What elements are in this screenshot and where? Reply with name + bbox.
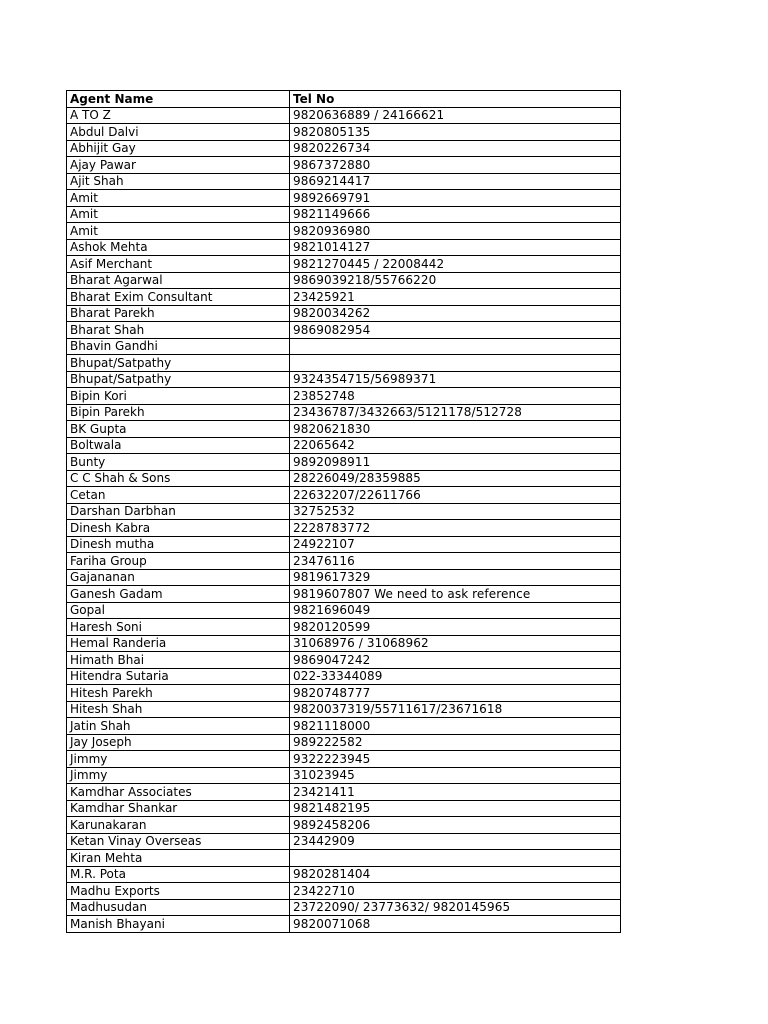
- agent-name-cell: Bipin Kori: [67, 388, 290, 405]
- agent-table: [66, 90, 621, 933]
- table-row: [67, 817, 621, 834]
- table-row: [67, 256, 621, 273]
- tel-no-cell: 9820936980: [290, 223, 621, 240]
- tel-no-cell: 22632207/22611766: [290, 487, 621, 504]
- tel-no-cell: 31023945: [290, 767, 621, 784]
- agent-name-cell: BK Gupta: [67, 421, 290, 438]
- table-row: [67, 388, 621, 405]
- agent-name-cell: Bharat Parekh: [67, 305, 290, 322]
- agent-name-cell: Bhupat/Satpathy: [67, 371, 290, 388]
- tel-no-cell: [290, 850, 621, 867]
- table-row: [67, 635, 621, 652]
- agent-name-cell: Bharat Exim Consultant: [67, 289, 290, 306]
- table-row: [67, 916, 621, 933]
- tel-no-cell: 9322223945: [290, 751, 621, 768]
- table-row: [67, 569, 621, 586]
- agent-name-cell: Kamdhar Shankar: [67, 800, 290, 817]
- tel-no-cell: 31068976 / 31068962: [290, 635, 621, 652]
- agent-name-cell: Darshan Darbhan: [67, 503, 290, 520]
- table-row: [67, 718, 621, 735]
- tel-no-cell: 9869082954: [290, 322, 621, 339]
- agent-name-cell: C C Shah & Sons: [67, 470, 290, 487]
- table-row: [67, 850, 621, 867]
- table-row: [67, 602, 621, 619]
- tel-no-cell: 9892098911: [290, 454, 621, 471]
- table-row: [67, 371, 621, 388]
- agent-name-cell: Cetan: [67, 487, 290, 504]
- tel-no-cell: 9324354715/56989371: [290, 371, 621, 388]
- table-row: [67, 520, 621, 537]
- tel-no-header: Tel No: [290, 91, 621, 108]
- table-row: [67, 883, 621, 900]
- agent-name-cell: Dinesh mutha: [67, 536, 290, 553]
- table-row: [67, 784, 621, 801]
- agent-name-cell: Ganesh Gadam: [67, 586, 290, 603]
- agent-name-cell: Bunty: [67, 454, 290, 471]
- tel-no-cell: 23852748: [290, 388, 621, 405]
- table-row: [67, 734, 621, 751]
- tel-no-cell: 28226049/28359885: [290, 470, 621, 487]
- agent-name-cell: Bipin Parekh: [67, 404, 290, 421]
- table-row: [67, 355, 621, 372]
- tel-no-cell: 989222582: [290, 734, 621, 751]
- tel-no-cell: 9820621830: [290, 421, 621, 438]
- agent-name-cell: Jay Joseph: [67, 734, 290, 751]
- agent-name-cell: Abhijit Gay: [67, 140, 290, 157]
- agent-name-cell: Bharat Shah: [67, 322, 290, 339]
- tel-no-cell: 9820120599: [290, 619, 621, 636]
- agent-name-cell: Ajay Pawar: [67, 157, 290, 174]
- table-row: [67, 685, 621, 702]
- table-row: [67, 404, 621, 421]
- table-row: [67, 305, 621, 322]
- agent-name-cell: Amit: [67, 206, 290, 223]
- tel-no-cell: 9892458206: [290, 817, 621, 834]
- table-body: [67, 107, 621, 932]
- agent-name-cell: Gajananan: [67, 569, 290, 586]
- tel-no-cell: 23425921: [290, 289, 621, 306]
- agent-name-cell: Jimmy: [67, 767, 290, 784]
- tel-no-cell: 9867372880: [290, 157, 621, 174]
- agent-name-cell: Madhu Exports: [67, 883, 290, 900]
- tel-no-cell: 32752532: [290, 503, 621, 520]
- tel-no-cell: 9821482195: [290, 800, 621, 817]
- agent-name-header: Agent Name: [67, 91, 290, 108]
- tel-no-cell: 9821149666: [290, 206, 621, 223]
- table-row: [67, 668, 621, 685]
- table-row: [67, 487, 621, 504]
- table-row: [67, 866, 621, 883]
- header-row: [67, 91, 621, 108]
- table-row: [67, 140, 621, 157]
- tel-no-cell: 9821696049: [290, 602, 621, 619]
- agent-name-cell: Hitesh Shah: [67, 701, 290, 718]
- tel-no-cell: 9820805135: [290, 124, 621, 141]
- agent-name-cell: Haresh Soni: [67, 619, 290, 636]
- agent-name-cell: Dinesh Kabra: [67, 520, 290, 537]
- tel-no-cell: 9892669791: [290, 190, 621, 207]
- tel-no-cell: 2228783772: [290, 520, 621, 537]
- table-row: [67, 206, 621, 223]
- table-row: [67, 503, 621, 520]
- tel-no-cell: 23722090/ 23773632/ 9820145965: [290, 899, 621, 916]
- agent-name-cell: M.R. Pota: [67, 866, 290, 883]
- tel-no-cell: 022-33344089: [290, 668, 621, 685]
- table-row: [67, 272, 621, 289]
- table-row: [67, 800, 621, 817]
- tel-no-cell: 9869047242: [290, 652, 621, 669]
- agent-name-cell: Bharat Agarwal: [67, 272, 290, 289]
- agent-name-cell: Jatin Shah: [67, 718, 290, 735]
- table-row: [67, 751, 621, 768]
- tel-no-cell: 22065642: [290, 437, 621, 454]
- tel-no-cell: [290, 355, 621, 372]
- table-row: [67, 322, 621, 339]
- table-row: [67, 124, 621, 141]
- tel-no-cell: 23421411: [290, 784, 621, 801]
- agent-name-cell: Jimmy: [67, 751, 290, 768]
- agent-name-cell: Gopal: [67, 602, 290, 619]
- tel-no-cell: 9819617329: [290, 569, 621, 586]
- tel-no-cell: 9820034262: [290, 305, 621, 322]
- tel-no-cell: 23436787/3432663/5121178/512728: [290, 404, 621, 421]
- agent-name-cell: A TO Z: [67, 107, 290, 124]
- table-row: [67, 899, 621, 916]
- table-row: [67, 470, 621, 487]
- table-row: [67, 619, 621, 636]
- tel-no-cell: 9821270445 / 22008442: [290, 256, 621, 273]
- agent-name-cell: Karunakaran: [67, 817, 290, 834]
- table-row: [67, 701, 621, 718]
- agent-name-cell: Ajit Shah: [67, 173, 290, 190]
- table-row: [67, 338, 621, 355]
- tel-no-cell: 23476116: [290, 553, 621, 570]
- agent-name-cell: Bhupat/Satpathy: [67, 355, 290, 372]
- agent-name-cell: Amit: [67, 223, 290, 240]
- tel-no-cell: 9869214417: [290, 173, 621, 190]
- tel-no-cell: 9820636889 / 24166621: [290, 107, 621, 124]
- table-row: [67, 289, 621, 306]
- agent-name-cell: Amit: [67, 190, 290, 207]
- table-row: [67, 833, 621, 850]
- table-row: [67, 437, 621, 454]
- agent-name-cell: Madhusudan: [67, 899, 290, 916]
- tel-no-cell: 9820226734: [290, 140, 621, 157]
- table-row: [67, 536, 621, 553]
- table-row: [67, 239, 621, 256]
- tel-no-cell: 9821118000: [290, 718, 621, 735]
- agent-name-cell: Bhavin Gandhi: [67, 338, 290, 355]
- agent-name-cell: Ketan Vinay Overseas: [67, 833, 290, 850]
- tel-no-cell: 9820281404: [290, 866, 621, 883]
- agent-name-cell: Asif Merchant: [67, 256, 290, 273]
- agent-name-cell: Kamdhar Associates: [67, 784, 290, 801]
- agent-name-cell: Kiran Mehta: [67, 850, 290, 867]
- tel-no-cell: [290, 338, 621, 355]
- table-row: [67, 421, 621, 438]
- agent-name-cell: Abdul Dalvi: [67, 124, 290, 141]
- table-row: [67, 767, 621, 784]
- agent-name-cell: Hitesh Parekh: [67, 685, 290, 702]
- table-row: [67, 553, 621, 570]
- tel-no-cell: 24922107: [290, 536, 621, 553]
- agent-name-cell: Fariha Group: [67, 553, 290, 570]
- agent-name-cell: Ashok Mehta: [67, 239, 290, 256]
- table-row: [67, 173, 621, 190]
- table-row: [67, 190, 621, 207]
- tel-no-cell: 9820071068: [290, 916, 621, 933]
- agent-name-cell: Boltwala: [67, 437, 290, 454]
- table-row: [67, 223, 621, 240]
- agent-name-cell: Hemal Randeria: [67, 635, 290, 652]
- tel-no-cell: 23422710: [290, 883, 621, 900]
- tel-no-cell: 9820037319/55711617/23671618: [290, 701, 621, 718]
- table-row: [67, 454, 621, 471]
- agent-name-cell: Hitendra Sutaria: [67, 668, 290, 685]
- tel-no-cell: 9820748777: [290, 685, 621, 702]
- agent-name-cell: Manish Bhayani: [67, 916, 290, 933]
- table-row: [67, 157, 621, 174]
- table-row: [67, 107, 621, 124]
- tel-no-cell: 9819607807 We need to ask reference: [290, 586, 621, 603]
- table-row: [67, 652, 621, 669]
- tel-no-cell: 9821014127: [290, 239, 621, 256]
- agent-name-cell: Himath Bhai: [67, 652, 290, 669]
- tel-no-cell: 23442909: [290, 833, 621, 850]
- tel-no-cell: 9869039218/55766220: [290, 272, 621, 289]
- table-row: [67, 586, 621, 603]
